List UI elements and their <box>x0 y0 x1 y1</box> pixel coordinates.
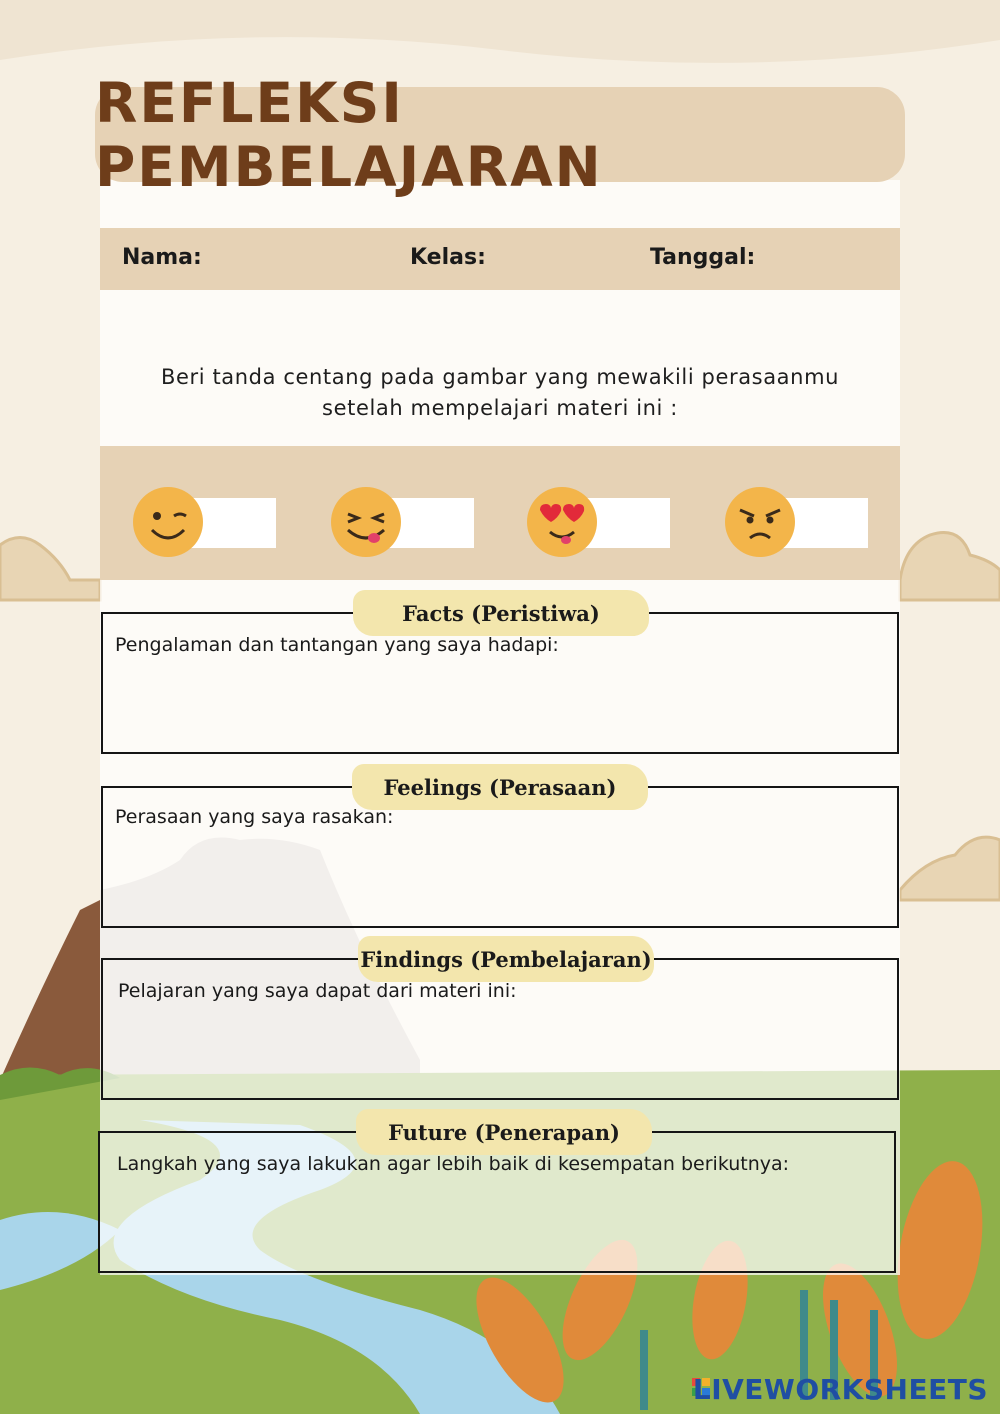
page-title: REFLEKSI PEMBELAJARAN <box>95 70 603 199</box>
future-section[interactable] <box>98 1119 896 1273</box>
emoji-option-3 <box>526 486 686 556</box>
instruction-line-2: setelah mempelajari materi ini : <box>322 396 678 420</box>
student-info-bar <box>100 228 900 290</box>
nama-label: Nama: <box>122 245 202 270</box>
facts-label: Facts (Peristiwa) <box>353 590 649 636</box>
heart-eyes-face-icon <box>526 486 598 558</box>
winking-face-icon <box>132 486 204 558</box>
kelas-label: Kelas: <box>410 245 486 270</box>
title-banner <box>95 70 905 199</box>
facts-prompt: Pengalaman dan tantangan yang saya hadapi: <box>115 634 559 656</box>
face-savoring-food-icon <box>330 486 402 558</box>
findings-prompt: Pelajaran yang saya dapat dari materi ini: <box>118 980 517 1002</box>
angry-face-icon <box>724 486 796 558</box>
findings-section[interactable] <box>101 946 899 1100</box>
tanggal-label: Tanggal: <box>650 245 756 270</box>
emoji-option-2 <box>330 486 490 556</box>
feelings-label: Feelings (Perasaan) <box>352 764 648 810</box>
future-label: Future (Penerapan) <box>356 1109 652 1155</box>
feelings-section[interactable] <box>101 774 899 928</box>
instruction-text <box>100 362 900 424</box>
emoji-choice-bar <box>100 446 900 580</box>
watermark-text: LIVEWORKSHEETS <box>692 1373 988 1406</box>
facts-section[interactable] <box>101 600 899 754</box>
future-prompt: Langkah yang saya lakukan agar lebih baik di kesempatan berikutnya: <box>117 1153 790 1175</box>
feelings-prompt: Perasaan yang saya rasakan: <box>115 806 394 828</box>
findings-label: Findings (Pembelajaran) <box>358 936 654 982</box>
emoji-option-4 <box>724 486 884 556</box>
instruction-line-1: Beri tanda centang pada gambar yang mewakili perasaanmu <box>160 365 840 389</box>
emoji-option-1 <box>132 486 292 556</box>
